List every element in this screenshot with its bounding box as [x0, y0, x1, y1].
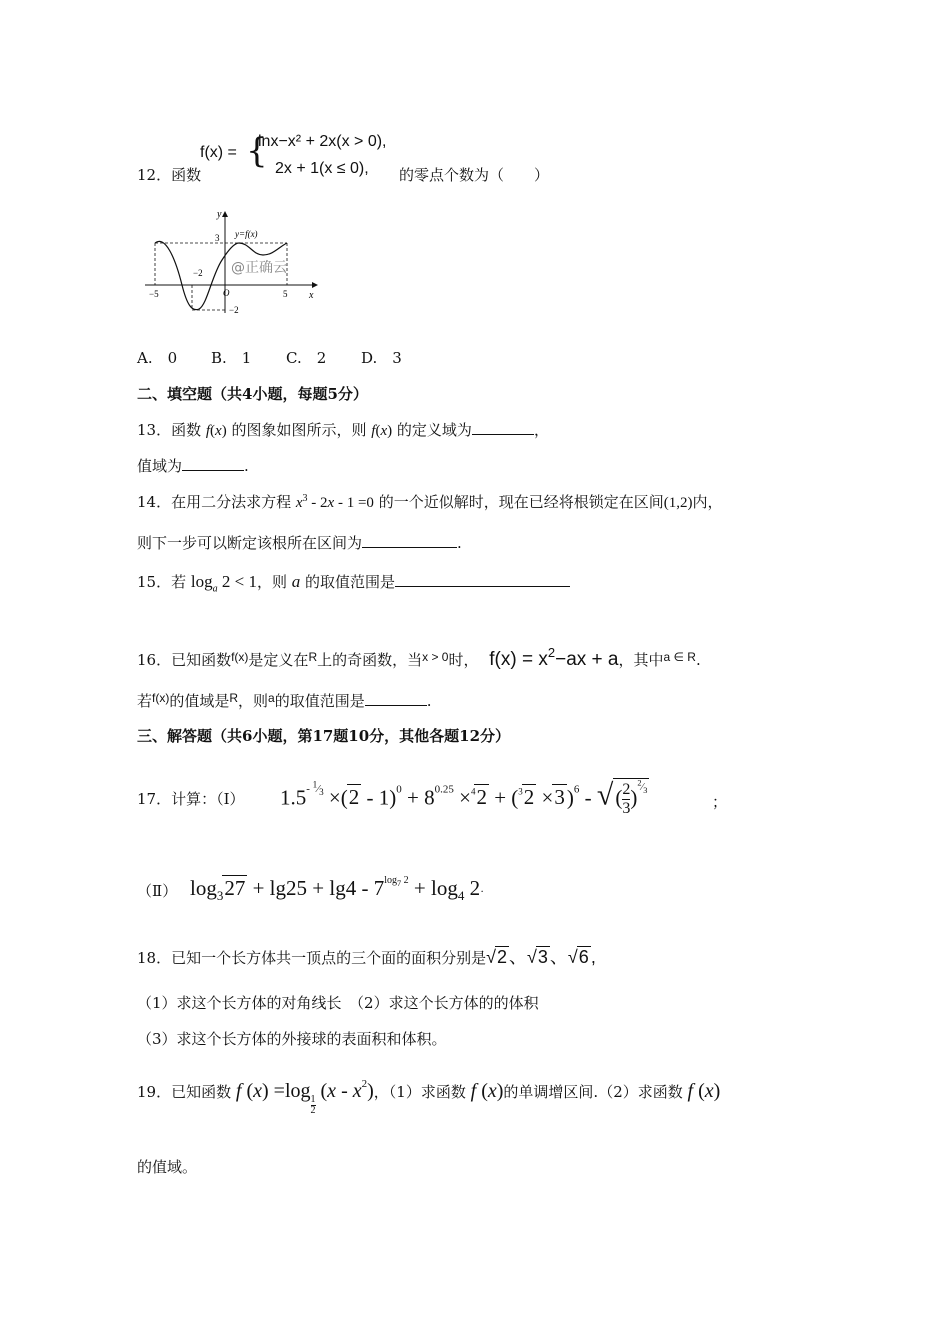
q13-line1	[137, 419, 549, 440]
q16-a-in-r: a ∈ R	[663, 650, 696, 664]
q15-blank	[395, 572, 570, 587]
q14-text-a: 14．在用二分法求方程	[137, 493, 292, 511]
q19-function: f (x) =log $\frac{1}{2}$ $(x - x^2)$	[235, 1078, 374, 1116]
watermark: @正确云	[231, 260, 287, 276]
q16-variable-a: a	[268, 691, 275, 705]
q17-expression-2: $\log_327 + \lg 25 + \lg 4 - 7^{log_7 2} + \log_4 2\cdot$	[190, 875, 485, 903]
q16-line2-a: 若	[137, 692, 153, 710]
q14-text-line2: 则下一步可以断定该根所在区间为	[137, 534, 363, 552]
q13-period: .	[244, 457, 249, 475]
q18-subquestions-1: （1）求这个长方体的对角线长 （2）求这个长方体的的体积	[137, 994, 539, 1012]
choice-d: D. 3	[361, 349, 402, 367]
q16-line1	[137, 645, 701, 671]
q14-equation: $x^3 - 2x - 1 =0$	[295, 493, 374, 511]
q13-line2	[137, 455, 249, 476]
x-axis-label: x	[309, 290, 314, 301]
q16-condition: x > 0	[422, 650, 449, 664]
q13-fx-2: f	[371, 423, 376, 439]
choice-c: C. 2	[286, 349, 327, 367]
q13-text-b: 的图象如图所示，则	[231, 421, 367, 439]
q13-text-a: 13．函数	[137, 421, 202, 439]
q15-line	[137, 571, 570, 594]
section-heading-solutions: 三、解答题（共6小题，第17题10分，其他各题12分）	[137, 727, 511, 745]
q14-line2	[137, 532, 462, 553]
q12-tail: 的零点个数为（ ）	[399, 166, 550, 184]
q17-part2-label: （Ⅱ）	[137, 882, 178, 900]
choice-a: A. 0	[137, 349, 178, 367]
q12-case2: 2x + 1(x ≤ 0),	[275, 160, 369, 177]
q16-set-r: R	[308, 650, 318, 664]
q19-text-b: ，（1）求函数	[373, 1083, 466, 1101]
function-label: y=f(x)	[235, 229, 258, 239]
q16-fx-2: f(x)	[152, 691, 170, 705]
q19-line1	[137, 1078, 720, 1116]
q15-text-a: 15．若	[137, 573, 187, 591]
q14-text-b: 的一个近似解时，现在已经将根锁定在区间	[378, 493, 664, 511]
q16-fx: f(x)	[231, 650, 249, 664]
piecewise-brace: {	[246, 131, 268, 171]
q13-comma: ，	[533, 421, 549, 439]
q16-text-c: 上的奇函数，当	[317, 651, 423, 669]
q18-areas: √2 、√3 、√6 ,	[486, 947, 596, 967]
q16-blank	[365, 691, 427, 706]
q13-blank-domain	[472, 420, 534, 435]
q19-line2: 的值域。	[137, 1158, 198, 1176]
section-heading-fill-in: 二、填空题（共4小题，每题5分）	[137, 385, 368, 403]
x-axis-arrow	[312, 282, 318, 288]
q16-line2	[137, 690, 432, 711]
origin-label: O	[223, 288, 230, 298]
q18-line1	[137, 943, 596, 969]
tick-label-minus-5: −5	[149, 289, 159, 299]
q15-text-c: 的取值范围是	[305, 573, 396, 591]
q19-text-a: 19．已知函数	[137, 1083, 232, 1101]
q12-function-label: f(x) =	[200, 144, 237, 161]
q16-text-f: .	[695, 651, 701, 669]
q16-line2-d: 的取值范围是	[274, 692, 365, 710]
q16-function: $f(x) = x^2-ax + a$	[489, 645, 619, 670]
q17-semicolon: ；	[712, 793, 728, 811]
q17-expression-1: $1.5^{- ^1⁄_3} \times(2 - 1)^0 + 8^{0.25} \times^42 + (^32 \times 3)^6$ - √( $\frac{2}{3}$ )$^{^2⁄_3}$	[280, 778, 648, 818]
choice-b: B. 1	[211, 349, 252, 367]
tick-label-3: 3	[215, 233, 220, 243]
q17-label: 17．计算：（Ⅰ）	[137, 790, 245, 808]
q14-text-c: 内，	[692, 493, 723, 511]
q19-fx-2: f (x)	[687, 1080, 721, 1102]
q19-text-c: 的单调增区间.（2）求函数	[503, 1083, 683, 1101]
q16-set-r-2: R	[229, 691, 239, 705]
q13-fx-1: f	[205, 423, 211, 439]
q14-interval: (1,2)	[663, 495, 693, 511]
y-axis-arrow	[222, 211, 228, 217]
q15-inequality: $\log_a 2 < 1$	[190, 572, 257, 595]
q14-blank	[362, 533, 457, 548]
q16-text-d: 时，	[448, 651, 479, 669]
q16-text-b: 是定义在	[248, 651, 309, 669]
q13-text-c: 的定义域为	[396, 421, 472, 439]
q18-text-a: 18．已知一个长方体共一顶点的三个面的面积分别是	[137, 949, 487, 967]
q16-text-e: ，其中	[618, 651, 664, 669]
y-axis-label: y	[217, 209, 222, 220]
q16-period: .	[426, 692, 432, 710]
q13-blank-range	[182, 456, 244, 471]
q14-line1	[137, 491, 723, 512]
q12-number: 12．函数	[137, 166, 202, 184]
q13-fx-1-arg: (x)	[210, 423, 227, 439]
q13-fx-2-arg: (x)	[375, 423, 393, 439]
q16-line2-c: ，则	[238, 692, 269, 710]
tick-label-x-minus-2: −2	[193, 268, 203, 278]
q15-text-b: ，则	[256, 573, 287, 591]
tick-label-5: 5	[283, 289, 288, 299]
q19-fx-1: f (x)	[470, 1080, 504, 1102]
tick-label-y-minus-2: −2	[229, 305, 239, 315]
q15-variable-a: a	[291, 572, 301, 591]
q18-subquestions-2: （3）求这个长方体的外接球的表面积和体积。	[137, 1030, 447, 1048]
q16-line2-b: 的值域是	[169, 692, 230, 710]
q14-period: .	[457, 534, 462, 552]
q16-text-a: 16．已知函数	[137, 651, 232, 669]
function-graph	[137, 205, 322, 320]
q13-text-range: 值域为	[137, 457, 183, 475]
q12-case1: lnx−x² + 2x(x > 0),	[258, 133, 387, 150]
